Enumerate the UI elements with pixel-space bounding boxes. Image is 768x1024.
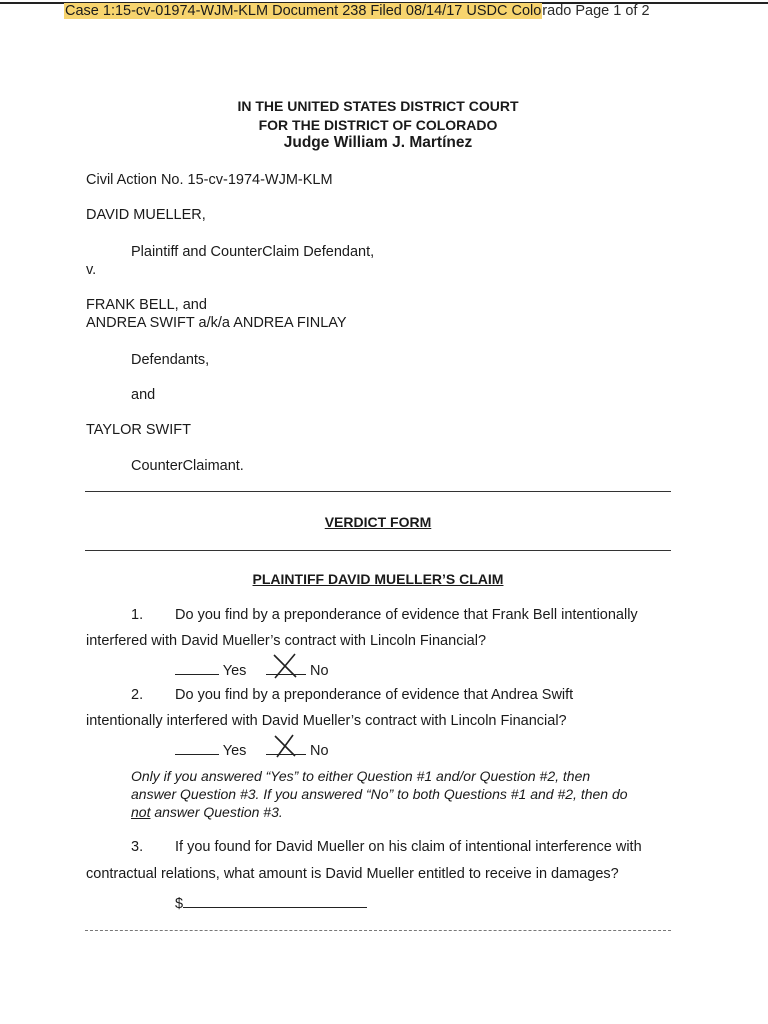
instruction-line3-rest: answer Question #3. (150, 804, 283, 820)
plaintiff-role: Plaintiff and CounterClaim Defendant, (131, 244, 375, 260)
counterclaimant-name: TAYLOR SWIFT (86, 422, 191, 438)
civil-action-number: Civil Action No. 15-cv-1974-WJM-KLM (86, 172, 333, 188)
question-1-line2: interfered with David Mueller’s contract with Lincoln Financial? (86, 633, 487, 649)
divider-middle (85, 550, 671, 551)
damages-amount-field[interactable] (175, 893, 367, 912)
question-2-yes-option[interactable] (175, 740, 246, 759)
question-1-line1: Do you find by a preponderance of evidence that Frank Bell intentionally (175, 607, 638, 623)
court-name-line1: IN THE UNITED STATES DISTRICT COURT (237, 98, 519, 114)
question-2-yes-blank[interactable] (175, 740, 219, 755)
counterclaimant-role: CounterClaimant. (131, 458, 244, 474)
instruction-line3 (131, 803, 283, 821)
versus: v. (86, 262, 97, 278)
question-2-yes-label: Yes (222, 743, 247, 759)
question-3-line2: contractual relations, what amount is David Mueller entitled to receive in damages? (86, 866, 619, 882)
question-1-yes-label: Yes (222, 663, 247, 679)
question-1-no-label: No (310, 663, 329, 679)
case-header (64, 3, 650, 19)
question-2-line1: Do you find by a preponderance of evidence that Andrea Swift (175, 687, 574, 703)
question-1-yes-blank[interactable] (175, 660, 219, 675)
question-2-no-checkmark-icon (271, 733, 299, 759)
judge-name: Judge William J. Martínez (283, 134, 473, 151)
question-1-no-checkmark-icon (270, 652, 300, 680)
defendants-role: Defendants, (131, 352, 210, 368)
case-header-highlighted: Case 1:15-cv-01974-WJM-KLM Document 238 Filed 08/14/17 USDC Colo (65, 3, 542, 19)
question-3-number: 3. (131, 839, 144, 855)
question-1-number: 1. (131, 607, 144, 623)
plaintiff-name: DAVID MUELLER, (86, 207, 206, 223)
instruction-not-emphasis: not (131, 804, 151, 820)
question-1-yes-option[interactable] (175, 660, 246, 679)
currency-symbol: $ (175, 896, 184, 912)
question-2-no-label: No (310, 743, 329, 759)
question-2-number: 2. (131, 687, 144, 703)
instruction-line1: Only if you answered “Yes” to either Question #1 and/or Question #2, then (131, 768, 591, 784)
divider-bottom (85, 930, 671, 931)
court-name-line2: FOR THE DISTRICT OF COLORADO (258, 117, 498, 133)
case-header-page: rado Page 1 of 2 (542, 3, 650, 19)
defendant-line2: ANDREA SWIFT a/k/a ANDREA FINLAY (86, 315, 347, 331)
divider-top (85, 491, 671, 492)
form-title: VERDICT FORM (324, 514, 432, 530)
instruction-line2: answer Question #3. If you answered “No” to both Questions #1 and #2, then do (131, 786, 628, 802)
and-conjunction: and (131, 387, 156, 403)
question-3-line1: If you found for David Mueller on his claim of intentional interference with (175, 839, 642, 855)
defendant-line1: FRANK BELL, and (86, 297, 207, 313)
section-title: PLAINTIFF DAVID MUELLER’S CLAIM (252, 571, 504, 587)
question-2-line2: intentionally interfered with David Mueller’s contract with Lincoln Financial? (86, 713, 567, 729)
damages-amount-blank[interactable] (183, 893, 367, 908)
